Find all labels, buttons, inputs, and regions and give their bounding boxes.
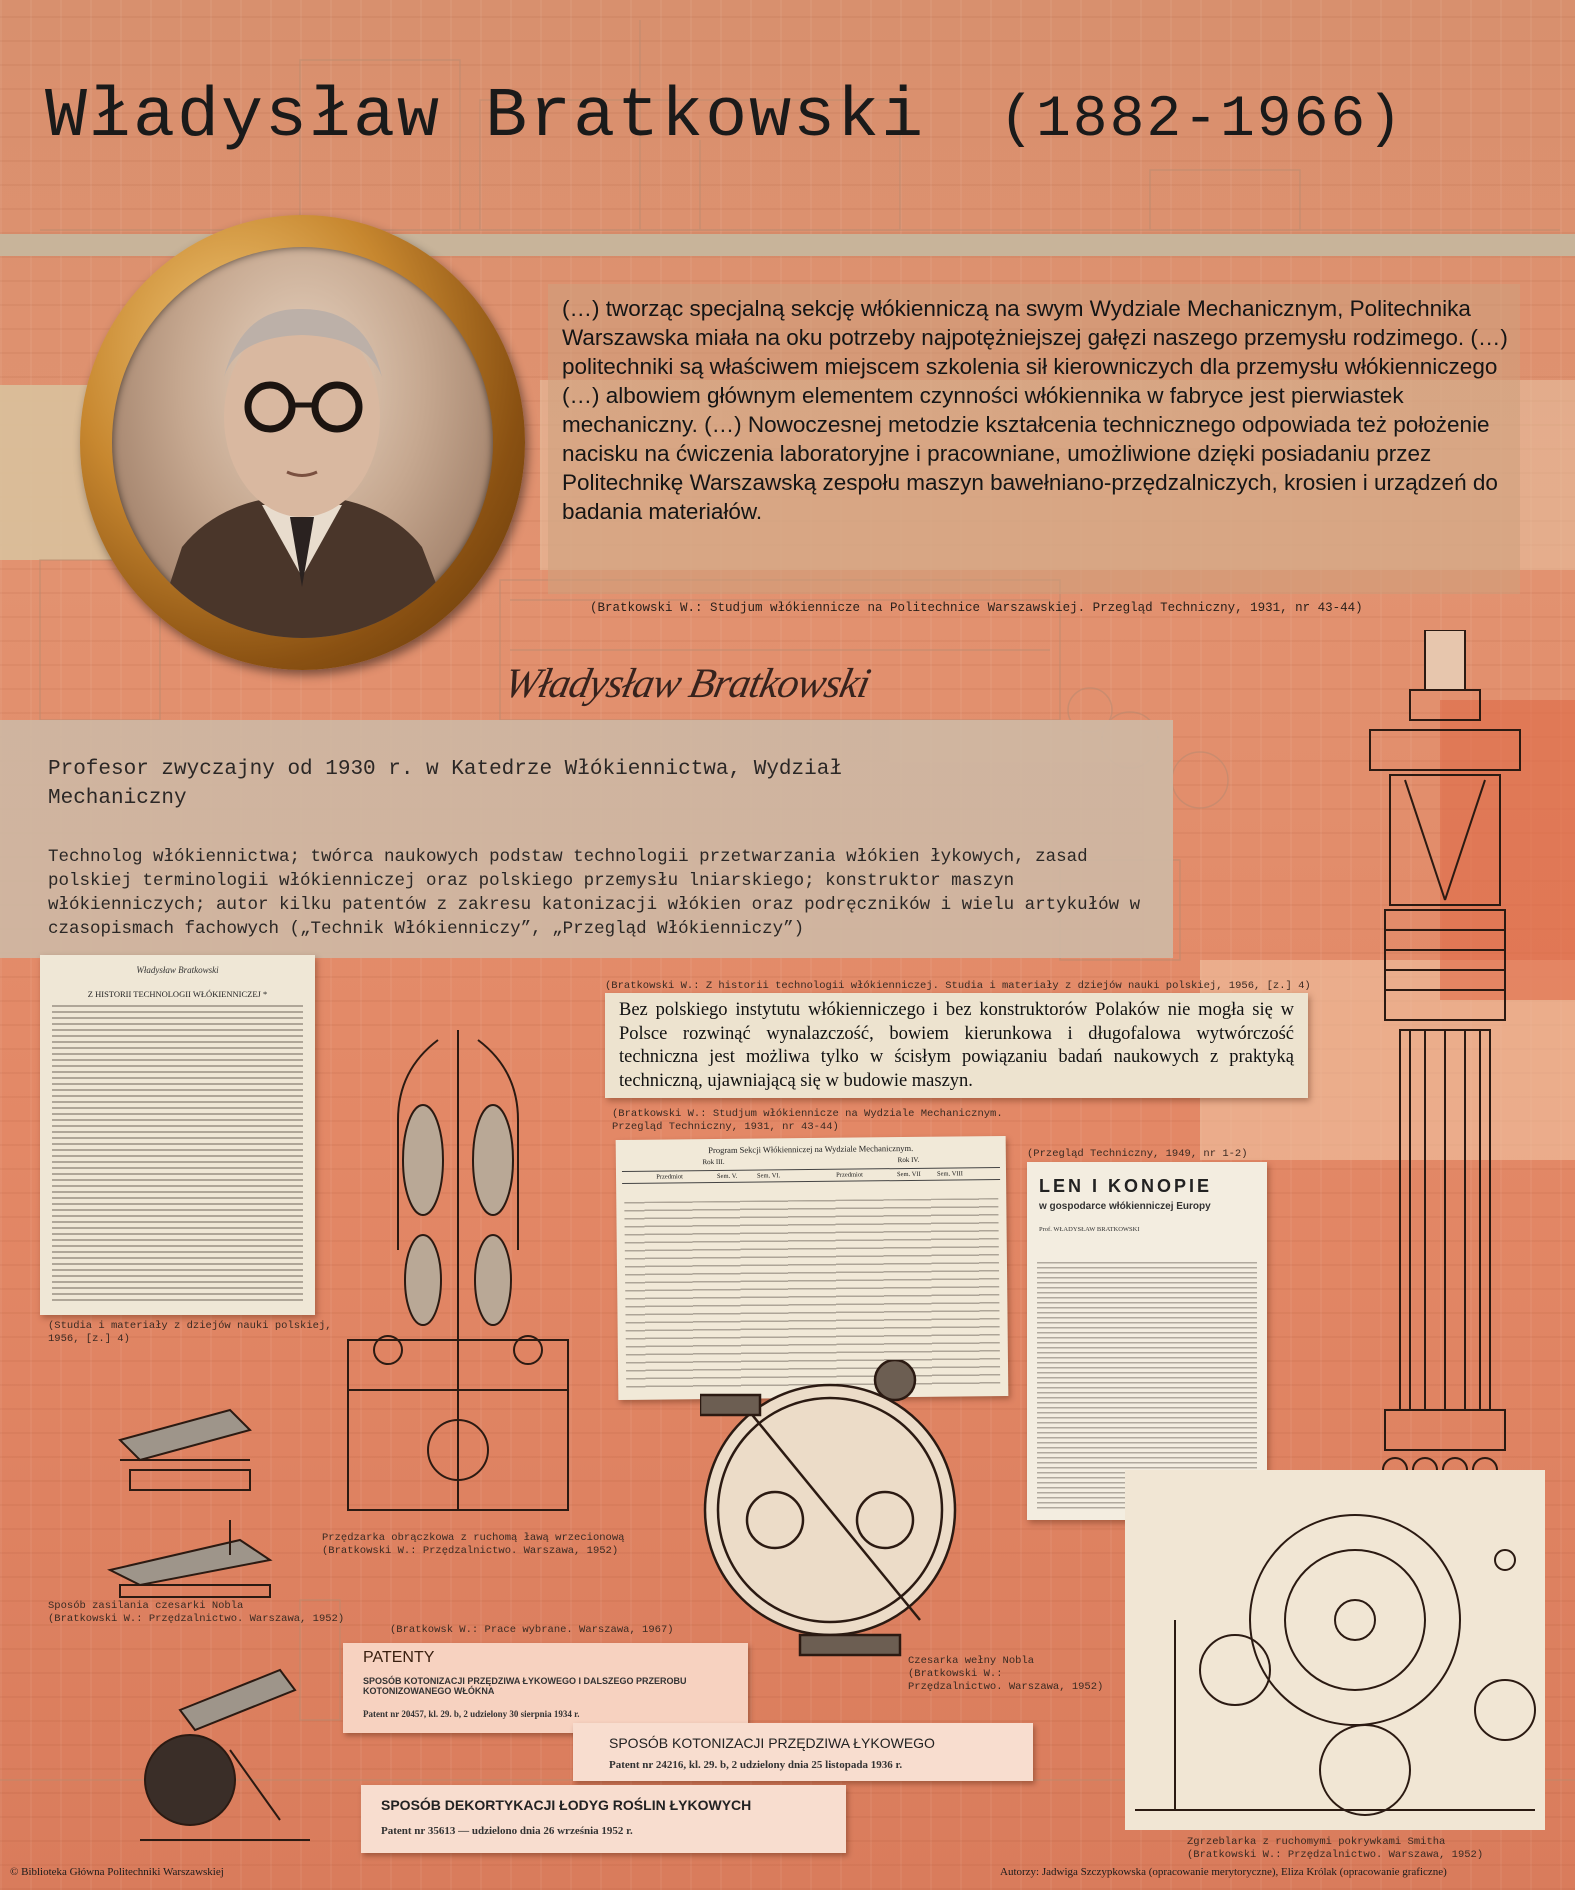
quote2-source-top: (Bratkowski W.: Z historii technologii włókienniczej. Studia i materiały z dziejów nauki polskiej, 1956, [z.] 4) xyxy=(605,980,1311,992)
article-title: Z HISTORII TECHNOLOGII WŁÓKIENNICZEJ * xyxy=(87,989,268,999)
len-article xyxy=(1027,1162,1267,1520)
program-col-sem5: Sem. V. xyxy=(716,1172,738,1180)
patent2-number: Patent nr 24216, kl. 29. b, 2 udzielony dnia 25 listopada 1936 r. xyxy=(609,1759,903,1771)
program-rok4: Rok IV. xyxy=(897,1155,920,1165)
nobel-feed-drawing-2 xyxy=(120,1650,320,1850)
quote2-text: Bez polskiego instytutu włókienniczego i bez konstruktorów Polaków nie mogła się w Polsce rozwinąć wynalazczość, bowiem kierunkowa i długofalowa wytwórczość techniczna jest możliwa tylko w ścisłym powiązaniu badań naukowych z praktyką techniczną, ujawniającą się w budowie maszyn. xyxy=(619,1000,1294,1091)
patent-card-3 xyxy=(361,1785,846,1853)
signature: Władysław Bratkowski xyxy=(500,661,874,707)
patent3-title: SPOSÓB DEKORTYKACJI ŁODYG ROŚLIN ŁYKOWYCH xyxy=(381,1797,752,1813)
page-title xyxy=(45,78,1404,157)
przedzarka-drawing xyxy=(318,1030,598,1520)
quote2-box xyxy=(605,993,1308,1098)
quote2-source-bottom: (Bratkowski W.: Studjum włókiennicze na Wydziale Mechanicznym. Przegląd Techniczny, 1931, nr 43-44) xyxy=(612,1108,1003,1134)
program-title: Program Sekcji Włókienniczej na Wydziale Mechanicznym. xyxy=(708,1142,914,1156)
portrait-figure xyxy=(112,247,493,638)
program-col-subject-2: Przedmiot xyxy=(836,1171,863,1179)
title-years: (1882-1966) xyxy=(999,88,1405,153)
portrait-photo xyxy=(112,247,493,638)
nobel-feed-drawing xyxy=(80,1370,300,1600)
footer-right: Autorzy: Jadwiga Szczypkowska (opracowanie merytoryczne), Eliza Królak (opracowanie graficzne) xyxy=(1000,1866,1447,1878)
article-author: Władysław Bratkowski xyxy=(136,965,219,975)
program-col-sem8: Sem. VIII xyxy=(936,1170,963,1178)
program-rok3: Rok III. xyxy=(702,1157,725,1167)
program-col-subject: Przedmiot xyxy=(656,1173,683,1181)
czesarka-drawing xyxy=(700,1360,960,1660)
patent-card-1 xyxy=(343,1643,748,1733)
patents-heading: PATENTY xyxy=(363,1649,435,1666)
patent2-title: SPOSÓB KOTONIZACJI PRZĘDZIWA ŁYKOWEGO xyxy=(609,1735,935,1751)
len-author: Prof. WŁADYSŁAW BRATKOWSKI xyxy=(1039,1226,1140,1233)
prace-caption: (Bratkowsk W.: Prace wybrane. Warszawa, 1967) xyxy=(390,1624,674,1636)
zgrzeblarka-caption: Zgrzeblarka z ruchomymi pokrywkami Smitha (Bratkowski W.: Przędzalnictwo. Warszawa, 1952) xyxy=(1187,1836,1484,1862)
article-caption: (Studia i materiały z dziejów nauki polskiej, 1956, [z.] 4) xyxy=(48,1320,332,1346)
nobel-feed-caption: Sposób zasilania czesarki Nobla (Bratkowski W.: Przędzalnictwo. Warszawa, 1952) xyxy=(48,1600,345,1626)
len-subtitle: w gospodarce włókienniczej Europy xyxy=(1039,1201,1211,1212)
bio-text: Technolog włókiennictwa; twórca naukowych podstaw technologii przetwarzania włókien łykowych, zasad polskiej terminologii włókienniczej oraz polskiego przemysłu lniarskiego; konstruktor maszyn włókienniczych; autor kilku patentów z zakresu katonizacji włókien oraz podręczników i wielu artykułów w czasopismach fachowych („Technik Włókienniczy”, „Przegląd Włókienniczy”) xyxy=(48,847,1141,939)
quote-box xyxy=(548,284,1520,594)
article-scan xyxy=(40,955,315,1315)
program-col-sem6: Sem. VI. xyxy=(756,1172,781,1180)
program-col-sem7: Sem. VII xyxy=(896,1170,921,1179)
portrait-frame xyxy=(80,215,525,670)
bio-title: Profesor zwyczajny od 1930 r. w Katedrze Włókiennictwa, Wydział Mechaniczny xyxy=(48,758,842,810)
patent1-title: SPOSÓB KOTONIZACJI PRZĘDZIWA ŁYKOWEGO I DALSZEGO PRZEROBU KOTONIZOWANEGO WŁÓKNA xyxy=(363,1676,687,1696)
len-title: LEN I KONOPIE xyxy=(1039,1176,1213,1196)
article-body xyxy=(52,1005,303,1303)
przedzarka-caption: Przędzarka obrączkowa z ruchomą ławą wrzecionową (Bratkowski W.: Przędzalnictwo. Warszawa, 1952) xyxy=(322,1532,625,1558)
footer-left: © Biblioteka Główna Politechniki Warszawskiej xyxy=(10,1866,224,1878)
quote-text: (…) tworząc specjalną sekcję włókienniczą na swym Wydziale Mechanicznym, Politechnika Warszawska miała na oku potrzeby najpotężniejszej gałęzi naszego przemysłu rodzimego. (…) politechniki są właściwem miejscem szkolenia sił kierowniczych dla przemysłu włókienniczego (…) albowiem głównym elementem czynności włókiennika w fabryce jest pierwiastek mechaniczny. (…) Nowoczesnej metodzie kształcenia technicznego odpowiada też położenie nacisku na ćwiczenia laboratoryjne i pracowniane, umożliwione dzięki posiadaniu przez Politechnikę Warszawską zespołu maszyn bawełniano-przędzalniczych, krosien i urządzeń do badania materiałów. xyxy=(562,296,1508,524)
title-name: Władysław Bratkowski xyxy=(45,78,926,157)
len-source: (Przegląd Techniczny, 1949, nr 1-2) xyxy=(1027,1148,1248,1160)
quote-source: (Bratkowski W.: Studjum włókiennicze na Politechnice Warszawskiej. Przegląd Techniczny, 1931, nr 43-44) xyxy=(590,601,1363,615)
patent3-number: Patent nr 35613 — udzielono dnia 26 września 1952 r. xyxy=(381,1825,633,1837)
zgrzeblarka-drawing xyxy=(1125,1470,1545,1830)
patent-card-2 xyxy=(573,1723,1033,1781)
koechlin-drawing xyxy=(1365,630,1525,1500)
patent1-number: Patent nr 20457, kl. 29. b, 2 udzielony 30 sierpnia 1934 r. xyxy=(363,1709,580,1719)
czesarka-caption: Czesarka wełny Nobla (Bratkowski W.: Przędzalnictwo. Warszawa, 1952) xyxy=(908,1655,1104,1694)
bio-box xyxy=(0,720,1173,958)
